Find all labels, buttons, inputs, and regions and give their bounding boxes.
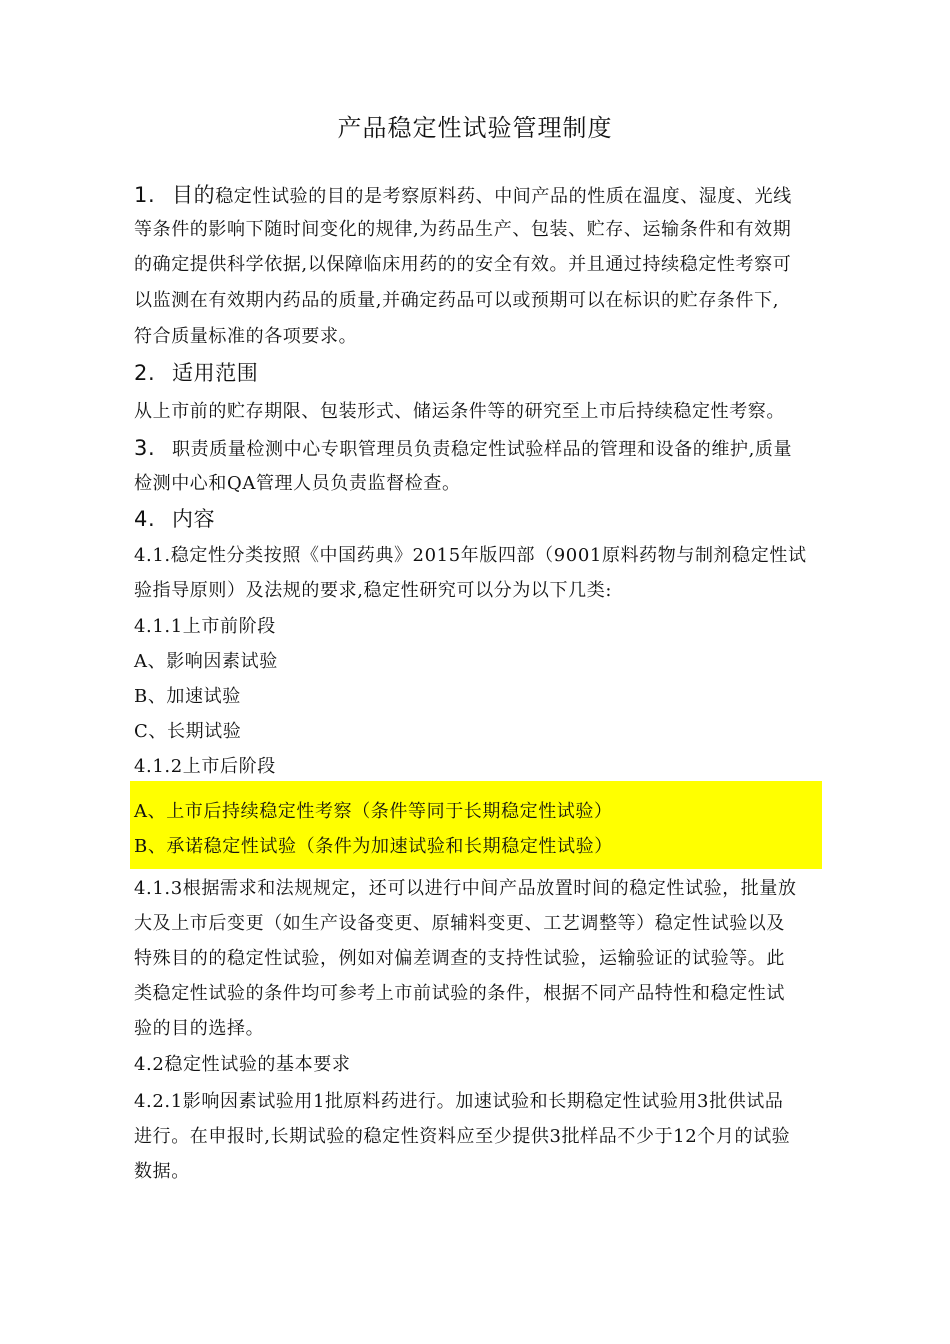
section-4-number: 4. [134,507,156,531]
section-4-heading-line [134,506,215,532]
paragraph-line: 进行。在申报时,长期试验的稳定性资料应至少提供3批样品不少于12个月的试验 [134,1126,791,1147]
paragraph-line: 验的目的选择。 [134,1018,265,1039]
list-item: A、影响因素试验 [134,651,278,672]
paragraph-line: 验指导原则）及法规的要求,稳定性研究可以分为以下几类: [134,580,612,601]
section-3-text: 职责质量检测中心专职管理员负责稳定性试验样品的管理和设备的维护,质量 [172,439,793,460]
subsection-heading: 4.1.1上市前阶段 [134,616,276,637]
section-1-heading: 目的 [172,183,216,207]
section-4-heading: 内容 [172,507,216,531]
paragraph-line: 类稳定性试验的条件均可参考上市前试验的条件，根据不同产品特性和稳定性试 [134,983,785,1004]
subsection-heading: 4.2稳定性试验的基本要求 [134,1054,351,1075]
document-title: 产品稳定性试验管理制度 [337,114,613,142]
section-2-heading: 适用范围 [172,361,259,385]
section-1-first-line [134,182,792,210]
paragraph-line: 大及上市后变更（如生产设备变更、原辅料变更、工艺调整等）稳定性试验以及 [134,913,785,934]
section-3-number: 3. [134,436,156,460]
section-2-heading-line [134,360,258,386]
section-1-text: 稳定性试验的目的是考察原料药、中间产品的性质在温度、湿度、光线 [215,186,792,207]
section-2-number: 2. [134,361,156,385]
list-item: B、加速试验 [134,686,241,707]
paragraph-line: 等条件的影响下随时间变化的规律,为药品生产、包装、贮存、运输条件和有效期 [134,219,792,240]
paragraph-line: 符合质量标准的各项要求。 [134,326,358,347]
paragraph-line: 4.1.稳定性分类按照《中国药典》2015年版四部（9001原料药物与制剂稳定性试 [134,545,807,566]
paragraph-line: 4.1.3根据需求和法规规定，还可以进行中间产品放置时间的稳定性试验，批量放 [134,878,797,899]
paragraph-line: 数据。 [134,1161,190,1182]
highlighted-list-item: A、上市后持续稳定性考察（条件等同于长期稳定性试验） [134,801,613,822]
subsection-heading: 4.1.2上市后阶段 [134,756,276,777]
list-item: C、长期试验 [134,721,242,742]
paragraph-line: 从上市前的贮存期限、包装形式、储运条件等的研究至上市后持续稳定性考察。 [134,401,785,422]
paragraph-line: 以监测在有效期内药品的质量,并确定药品可以或预期可以在标识的贮存条件下, [134,290,780,311]
paragraph-line: 的确定提供科学依据,以保障临床用药的的安全有效。并且通过持续稳定性考察可 [134,254,792,275]
paragraph-line: 检测中心和QA管理人员负责监督检查。 [134,473,461,494]
section-1-number: 1. [134,183,156,207]
highlighted-list-item: B、承诺稳定性试验（条件为加速试验和长期稳定性试验） [134,836,613,857]
paragraph-line: 特殊目的的稳定性试验，例如对偏差调查的支持性试验，运输验证的试验等。此 [134,948,785,969]
paragraph-line: 4.2.1影响因素试验用1批原料药进行。加速试验和长期稳定性试验用3批供试品 [134,1091,784,1112]
section-3-first-line [134,435,792,463]
